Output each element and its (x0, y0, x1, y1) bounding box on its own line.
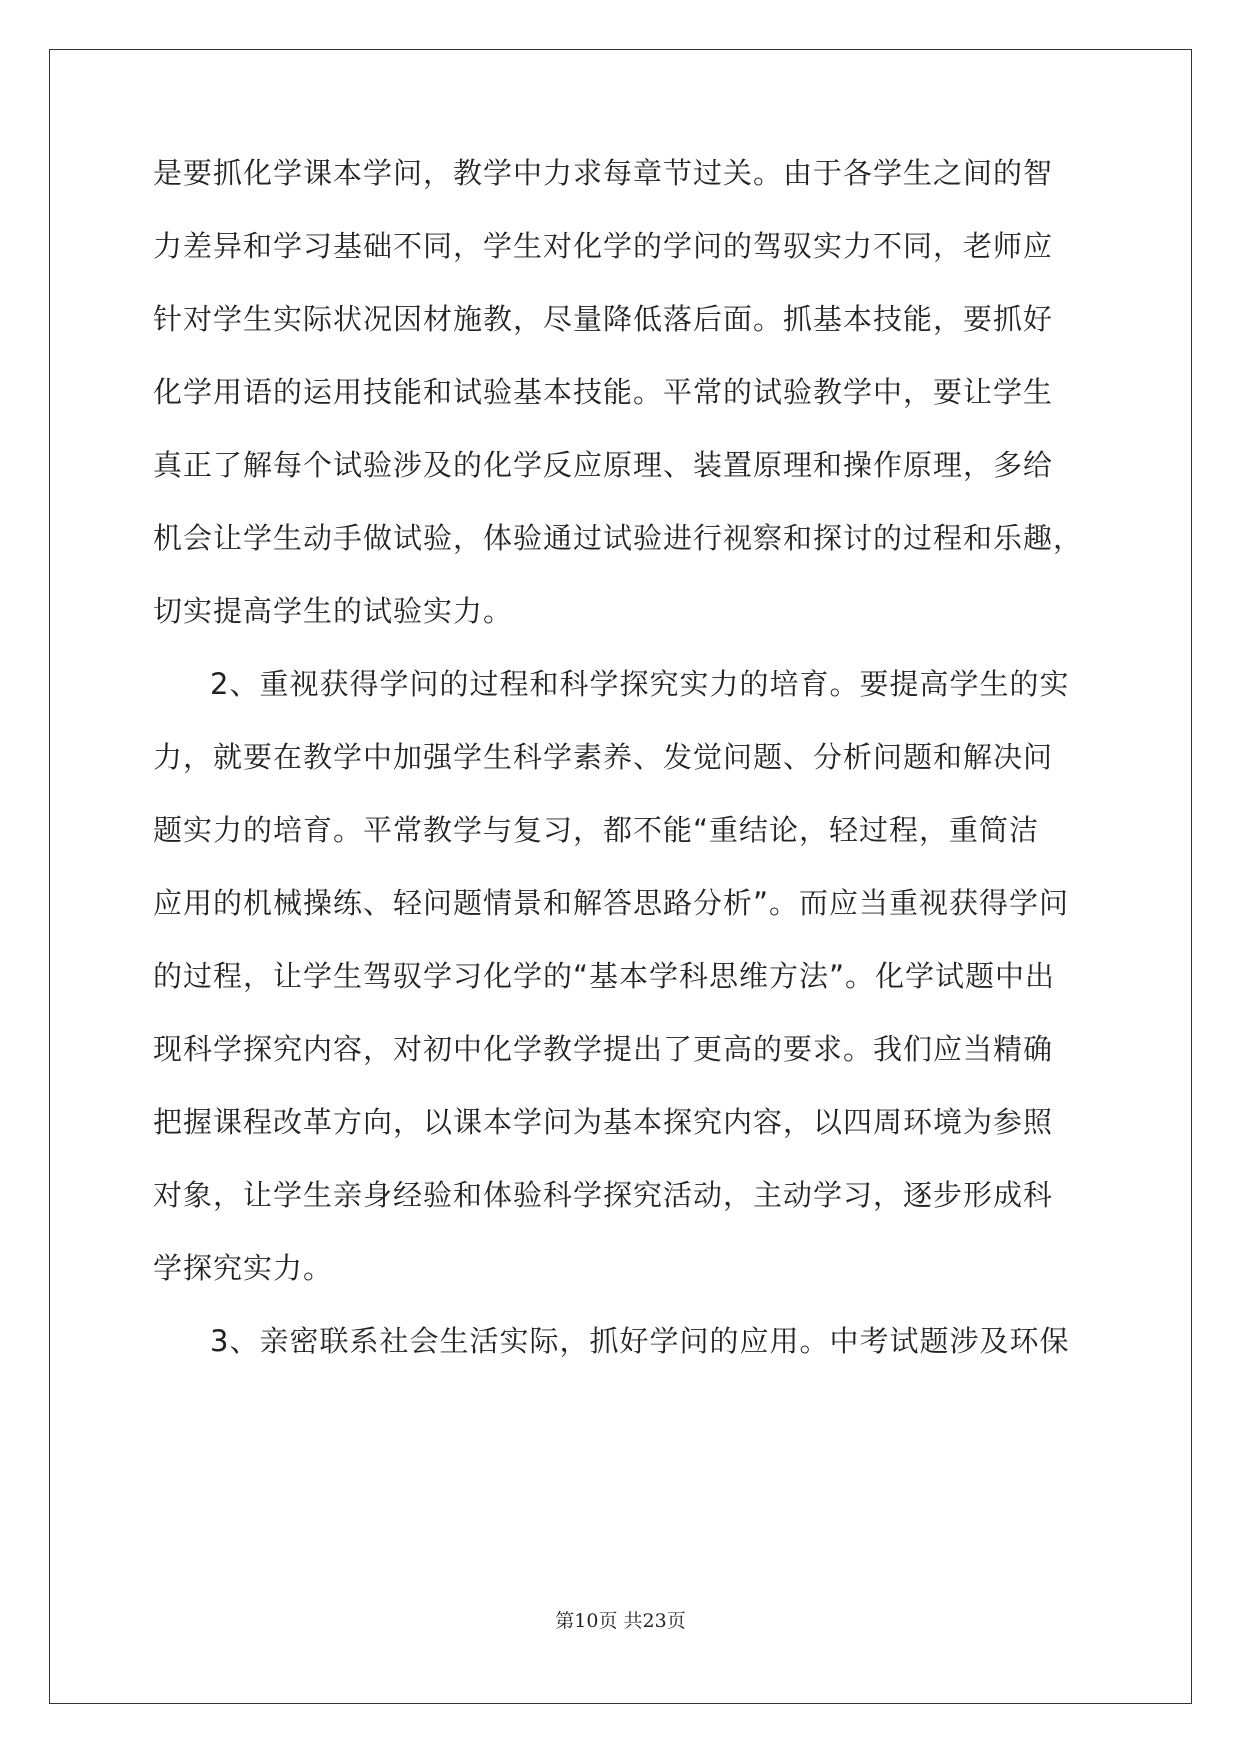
body-line: 针对学生实际状况因材施教，尽量降低落后面。抓基本技能，要抓好 (153, 302, 1054, 336)
paragraph-start-line: 3、亲密联系社会生活实际，抓好学问的应用。中考试题涉及环保 (210, 1324, 1070, 1358)
body-line: 是要抓化学课本学问，教学中力求每章节过关。由于各学生之间的智 (153, 156, 1054, 190)
body-line: 化学用语的运用技能和试验基本技能。平常的试验教学中，要让学生 (153, 375, 1054, 409)
body-line: 机会让学生动手做试验，体验通过试验进行视察和探讨的过程和乐趣， (153, 521, 1084, 555)
body-line: 力，就要在教学中加强学生科学素养、发觉问题、分析问题和解决问 (153, 740, 1054, 774)
body-line: 真正了解每个试验涉及的化学反应原理、装置原理和操作原理，多给 (153, 448, 1054, 482)
body-line: 对象，让学生亲身经验和体验科学探究活动，主动学习，逐步形成科 (153, 1178, 1054, 1212)
body-line: 学探究实力。 (153, 1251, 334, 1285)
body-line: 应用的机械操练、轻问题情景和解答思路分析”。而应当重视获得学问 (153, 886, 1070, 920)
body-line: 切实提高学生的试验实力。 (153, 594, 514, 628)
body-line: 现科学探究内容，对初中化学教学提出了更高的要求。我们应当精确 (153, 1032, 1054, 1066)
body-line: 把握课程改革方向，以课本学问为基本探究内容，以四周环境为参照 (153, 1105, 1054, 1139)
body-line: 力差异和学习基础不同，学生对化学的学问的驾驭实力不同，老师应 (153, 229, 1054, 263)
paragraph-start-line: 2、重视获得学问的过程和科学探究实力的培育。要提高学生的实 (210, 667, 1070, 701)
page-number-footer: 第10页 共23页 (555, 1610, 686, 1632)
body-line: 的过程，让学生驾驭学习化学的“基本学科思维方法”。化学试题中出 (153, 959, 1056, 993)
body-line: 题实力的培育。平常教学与复习，都不能“重结论，轻过程，重简洁 (153, 813, 1040, 847)
